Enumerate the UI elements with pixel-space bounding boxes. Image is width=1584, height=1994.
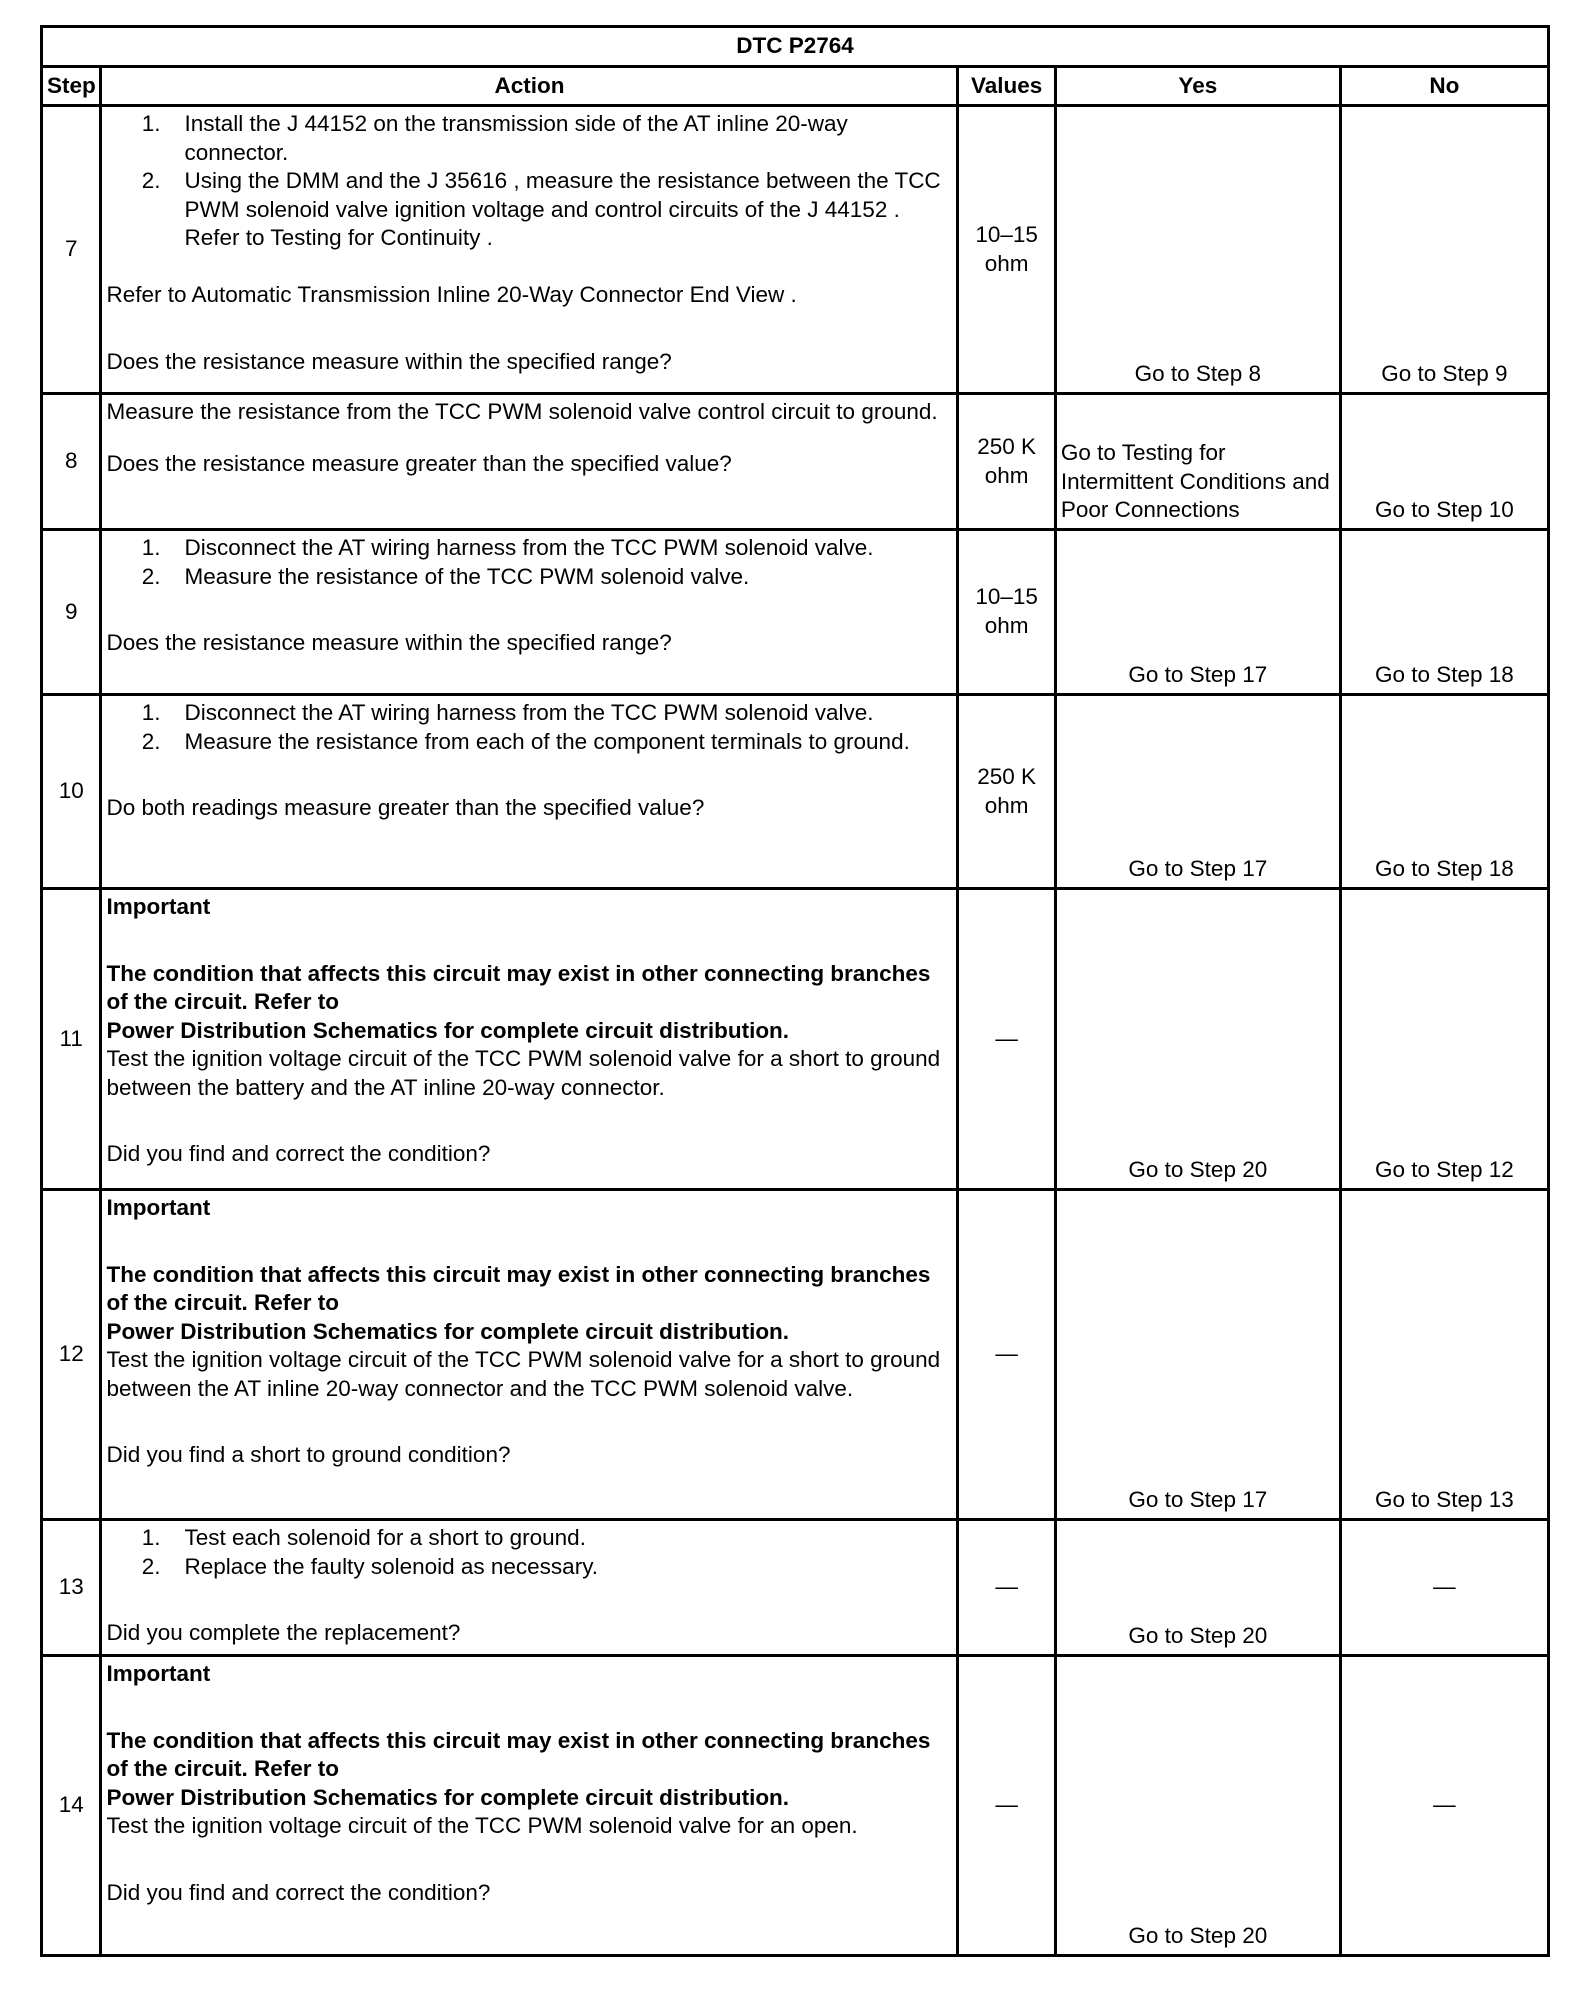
values-cell: 10–15 ohm — [958, 530, 1055, 695]
action-text: Test the ignition voltage circuit of the TCC PWM solenoid valve for a short to ground between the AT inline 20-way connector and the TCC PWM solenoid valve. — [106, 1347, 941, 1401]
action-cell — [101, 889, 958, 1190]
question: Do both readings measure greater than the specified value? — [106, 795, 705, 821]
step-number: 14 — [42, 1656, 101, 1956]
no-cell: Go to Step 18 — [1340, 695, 1548, 889]
action-text: Measure the resistance from the TCC PWM solenoid valve control circuit to ground. — [106, 399, 938, 424]
step-number: 13 — [42, 1520, 101, 1656]
question: Did you find and correct the condition? — [106, 1879, 491, 1905]
question: Did you find and correct the condition? — [106, 1141, 491, 1167]
step-number: 9 — [42, 530, 101, 695]
action-list — [106, 1524, 952, 1581]
list-item: 2. Measure the resistance from each of the component terminals to ground. — [141, 728, 910, 754]
list-item: 1. Disconnect the AT wiring harness from the TCC PWM solenoid valve. — [141, 535, 874, 560]
important-text: Power Distribution Schematics for complete circuit distribution. — [106, 1784, 790, 1810]
table-row — [42, 394, 1549, 530]
list-item: 1. Disconnect the AT wiring harness from the TCC PWM solenoid valve. — [141, 700, 874, 725]
yes-cell: Go to Step 20 — [1055, 889, 1340, 1190]
action-list — [106, 110, 952, 253]
action-list — [106, 699, 952, 756]
important-label: Important — [106, 1661, 211, 1686]
yes-cell: Go to Step 8 — [1055, 106, 1340, 394]
no-cell: — — [1340, 1520, 1548, 1656]
question: Did you find a short to ground condition? — [106, 1442, 511, 1468]
no-cell: Go to Step 9 — [1340, 106, 1548, 394]
important-label: Important — [106, 1195, 211, 1220]
action-cell — [101, 1190, 958, 1520]
values-cell: — — [958, 1190, 1055, 1520]
header-values: Values — [958, 67, 1055, 106]
list-item: 1. Test each solenoid for a short to ground. — [141, 1525, 586, 1550]
list-item: 2. Using the DMM and the J 35616 , measure the resistance between the TCC PWM solenoid valve ignition voltage and control circuits of the J 44152 . Refer to Testing for Continuity . — [141, 168, 941, 251]
no-cell: — — [1340, 1656, 1548, 1956]
list-item: 1. Install the J 44152 on the transmission side of the AT inline 20-way connector. — [141, 111, 848, 165]
header-step: Step — [42, 67, 101, 106]
table-row — [42, 106, 1549, 394]
action-cell — [101, 1520, 958, 1656]
yes-cell: Go to Step 17 — [1055, 530, 1340, 695]
yes-cell: Go to Step 17 — [1055, 1190, 1340, 1520]
list-item: 2. Measure the resistance of the TCC PWM solenoid valve. — [141, 563, 750, 589]
important-text: The condition that affects this circuit may exist in other connecting branches of the circuit. Refer to — [106, 1261, 931, 1316]
step-number: 8 — [42, 394, 101, 530]
action-text: Test the ignition voltage circuit of the TCC PWM solenoid valve for an open. — [106, 1813, 858, 1839]
reference-note: Refer to Automatic Transmission Inline 20-Way Connector End View . — [106, 281, 797, 307]
header-yes: Yes — [1055, 67, 1340, 106]
table-title: DTC P2764 — [42, 27, 1549, 67]
question: Does the resistance measure greater than the specified value? — [106, 450, 732, 476]
step-number: 11 — [42, 889, 101, 1190]
action-list — [106, 534, 952, 591]
action-cell — [101, 394, 958, 530]
table-row — [42, 695, 1549, 889]
no-cell: Go to Step 18 — [1340, 530, 1548, 695]
question: Does the resistance measure within the specified range? — [106, 630, 672, 656]
step-number: 12 — [42, 1190, 101, 1520]
table-row — [42, 530, 1549, 695]
list-item: 2. Replace the faulty solenoid as necessary. — [141, 1553, 599, 1579]
no-cell: Go to Step 12 — [1340, 889, 1548, 1190]
values-cell: — — [958, 1656, 1055, 1956]
no-cell: Go to Step 10 — [1340, 394, 1548, 530]
values-cell: 250 K ohm — [958, 695, 1055, 889]
action-cell — [101, 695, 958, 889]
values-cell: 10–15 ohm — [958, 106, 1055, 394]
no-cell: Go to Step 13 — [1340, 1190, 1548, 1520]
document-page — [40, 25, 1550, 1957]
header-action: Action — [101, 67, 958, 106]
values-cell: 250 K ohm — [958, 394, 1055, 530]
yes-cell: Go to Step 17 — [1055, 695, 1340, 889]
step-number: 7 — [42, 106, 101, 394]
header-row — [42, 67, 1549, 106]
question: Did you complete the replacement? — [106, 1620, 461, 1646]
important-text: Power Distribution Schematics for complete circuit distribution. — [106, 1318, 790, 1344]
important-label: Important — [106, 894, 211, 919]
action-cell — [101, 106, 958, 394]
important-text: The condition that affects this circuit may exist in other connecting branches of the circuit. Refer to — [106, 960, 931, 1015]
important-text: The condition that affects this circuit may exist in other connecting branches of the circuit. Refer to — [106, 1727, 931, 1782]
important-text: Power Distribution Schematics for complete circuit distribution. — [106, 1017, 790, 1043]
step-number: 10 — [42, 695, 101, 889]
action-cell — [101, 1656, 958, 1956]
diagnostic-table — [40, 25, 1550, 1957]
values-cell: — — [958, 1520, 1055, 1656]
yes-cell: Go to Testing for Intermittent Conditions and Poor Connections — [1055, 394, 1340, 530]
yes-cell: Go to Step 20 — [1055, 1656, 1340, 1956]
table-row — [42, 1190, 1549, 1520]
table-row — [42, 889, 1549, 1190]
table-row — [42, 1656, 1549, 1956]
header-no: No — [1340, 67, 1548, 106]
values-cell: — — [958, 889, 1055, 1190]
action-cell — [101, 530, 958, 695]
table-row — [42, 1520, 1549, 1656]
action-text: Test the ignition voltage circuit of the TCC PWM solenoid valve for a short to ground between the battery and the AT inline 20-way connector. — [106, 1046, 941, 1100]
yes-cell: Go to Step 20 — [1055, 1520, 1340, 1656]
question: Does the resistance measure within the specified range? — [106, 349, 672, 375]
